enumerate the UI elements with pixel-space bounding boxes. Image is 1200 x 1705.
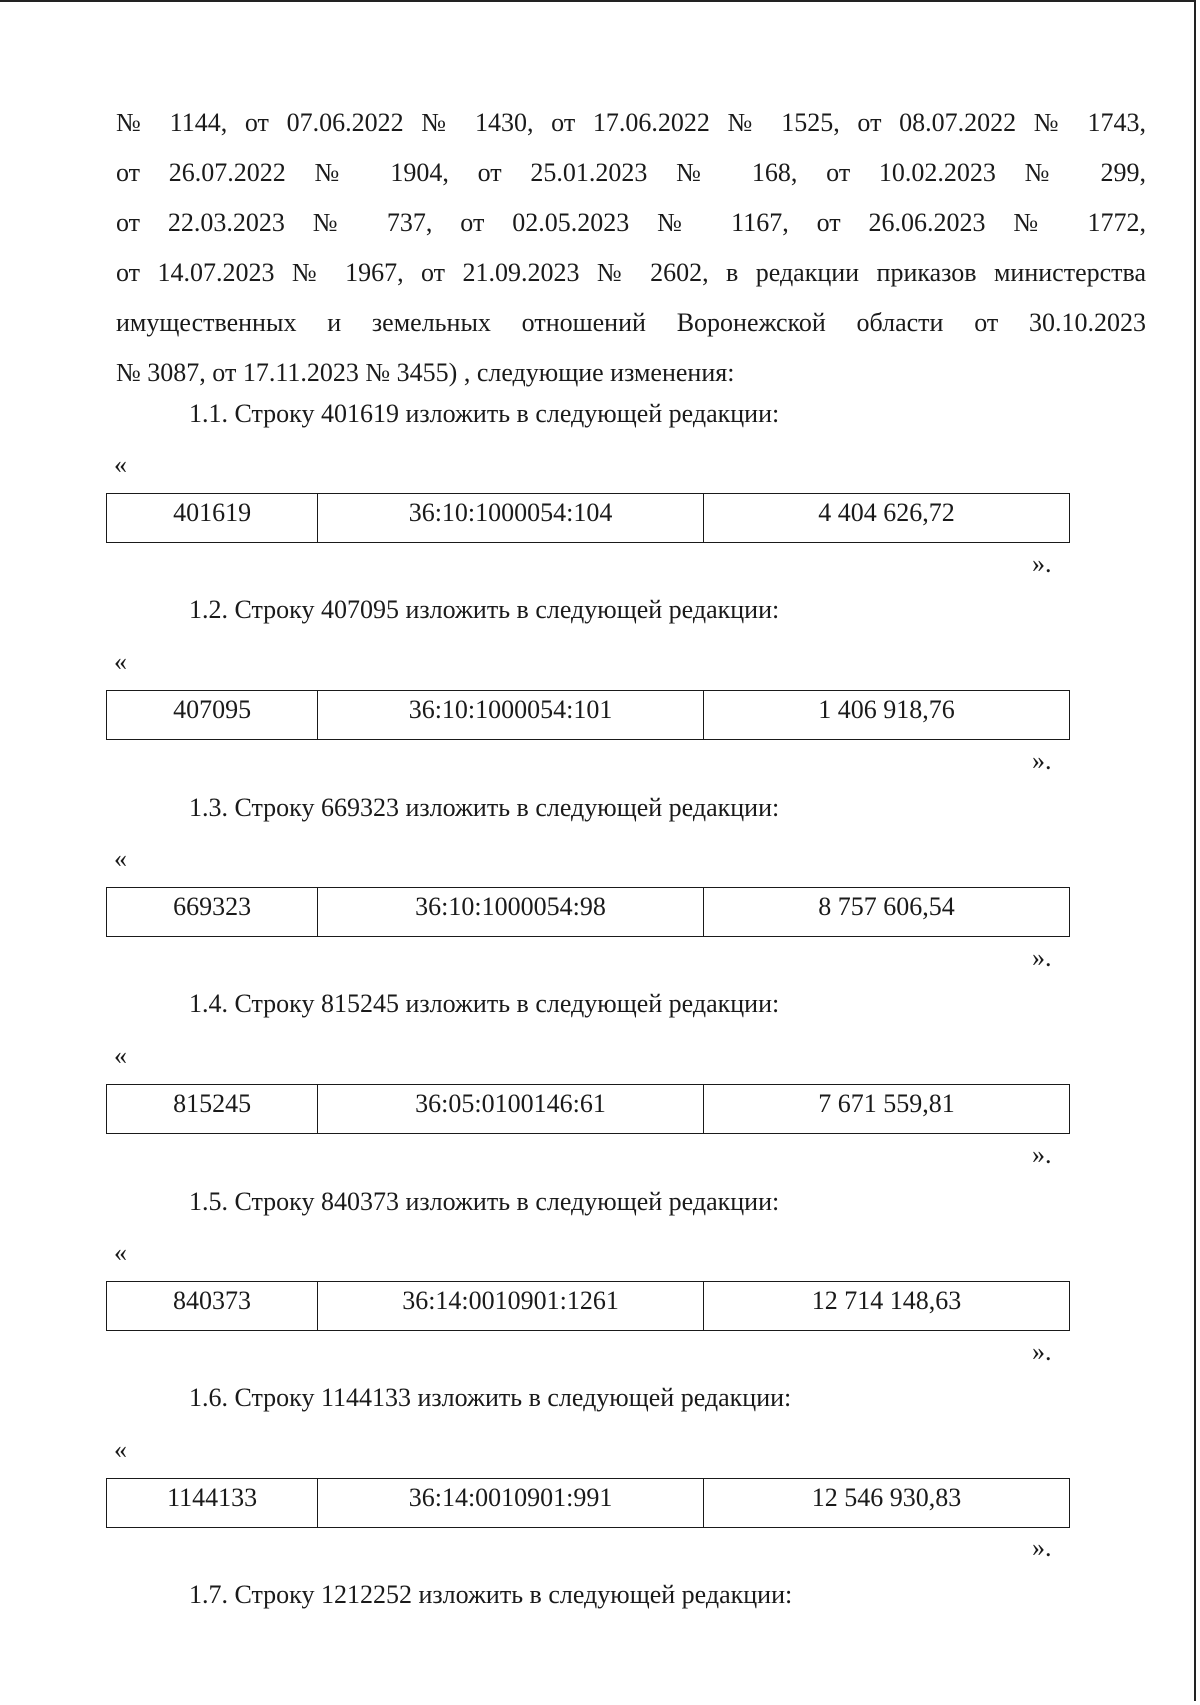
table-row	[107, 494, 1070, 543]
cadastral-number-cell: 36:14:0010901:991	[318, 1479, 704, 1528]
item-title: 1.5. Строку 840373 изложить в следующей редакции:	[189, 1187, 780, 1216]
cadastral-value-cell: 1 406 918,76	[703, 691, 1069, 740]
intro-line: от 22.03.2023 № 737, от 02.05.2023 № 1167, от 26.06.2023 № 1772,	[116, 208, 1146, 237]
item-title: 1.2. Строку 407095 изложить в следующей редакции:	[189, 595, 780, 624]
cadastral-number-cell: 36:10:1000054:98	[318, 888, 704, 937]
row-number-cell: 669323	[107, 888, 318, 937]
row-number-cell: 401619	[107, 494, 318, 543]
close-quote: ».	[1032, 943, 1052, 972]
open-quote: «	[114, 450, 127, 479]
intro-paragraph	[116, 98, 1146, 398]
item-title: 1.3. Строку 669323 изложить в следующей редакции:	[189, 793, 780, 822]
item-title: 1.4. Строку 815245 изложить в следующей редакции:	[189, 989, 780, 1018]
cadastral-number-cell: 36:05:0100146:61	[318, 1085, 704, 1134]
intro-line: № 1144, от 07.06.2022 № 1430, от 17.06.2022 № 1525, от 08.07.2022 № 1743,	[116, 108, 1146, 137]
table-row	[107, 1085, 1070, 1134]
row-number-cell: 407095	[107, 691, 318, 740]
table-row	[107, 888, 1070, 937]
close-quote: ».	[1032, 1533, 1052, 1562]
table-row	[107, 1282, 1070, 1331]
open-quote: «	[114, 1041, 127, 1070]
intro-line: № 3087, от 17.11.2023 № 3455) , следующие изменения:	[116, 358, 735, 387]
cadastral-number-cell: 36:10:1000054:104	[318, 494, 704, 543]
row-number-cell: 815245	[107, 1085, 318, 1134]
cadastral-value-cell: 12 546 930,83	[703, 1479, 1069, 1528]
cadastral-value-cell: 7 671 559,81	[703, 1085, 1069, 1134]
close-quote: ».	[1032, 549, 1052, 578]
item-title: 1.1. Строку 401619 изложить в следующей редакции:	[189, 399, 780, 428]
close-quote: ».	[1032, 1337, 1052, 1366]
open-quote: «	[114, 647, 127, 676]
open-quote: «	[114, 1238, 127, 1267]
close-quote: ».	[1032, 1140, 1052, 1169]
row-number-cell: 1144133	[107, 1479, 318, 1528]
replacement-row-table	[106, 1281, 1070, 1331]
table-row	[107, 1479, 1070, 1528]
intro-line: имущественных и земельных отношений Воронежской области от 30.10.2023	[116, 308, 1146, 337]
close-quote: ».	[1032, 746, 1052, 775]
replacement-row-table	[106, 690, 1070, 740]
cadastral-value-cell: 12 714 148,63	[703, 1282, 1069, 1331]
open-quote: «	[114, 844, 127, 873]
replacement-row-table	[106, 1084, 1070, 1134]
intro-line: от 14.07.2023 № 1967, от 21.09.2023 № 2602, в редакции приказов министерства	[116, 258, 1146, 287]
item-title: 1.7. Строку 1212252 изложить в следующей редакции:	[189, 1580, 793, 1609]
replacement-row-table	[106, 887, 1070, 937]
replacement-row-table	[106, 1478, 1070, 1528]
open-quote: «	[114, 1435, 127, 1464]
intro-line: от 26.07.2022 № 1904, от 25.01.2023 № 168, от 10.02.2023 № 299,	[116, 158, 1146, 187]
cadastral-value-cell: 4 404 626,72	[703, 494, 1069, 543]
row-number-cell: 840373	[107, 1282, 318, 1331]
table-row	[107, 691, 1070, 740]
cadastral-value-cell: 8 757 606,54	[703, 888, 1069, 937]
replacement-row-table	[106, 493, 1070, 543]
cadastral-number-cell: 36:10:1000054:101	[318, 691, 704, 740]
cadastral-number-cell: 36:14:0010901:1261	[318, 1282, 704, 1331]
item-title: 1.6. Строку 1144133 изложить в следующей редакции:	[189, 1383, 792, 1412]
